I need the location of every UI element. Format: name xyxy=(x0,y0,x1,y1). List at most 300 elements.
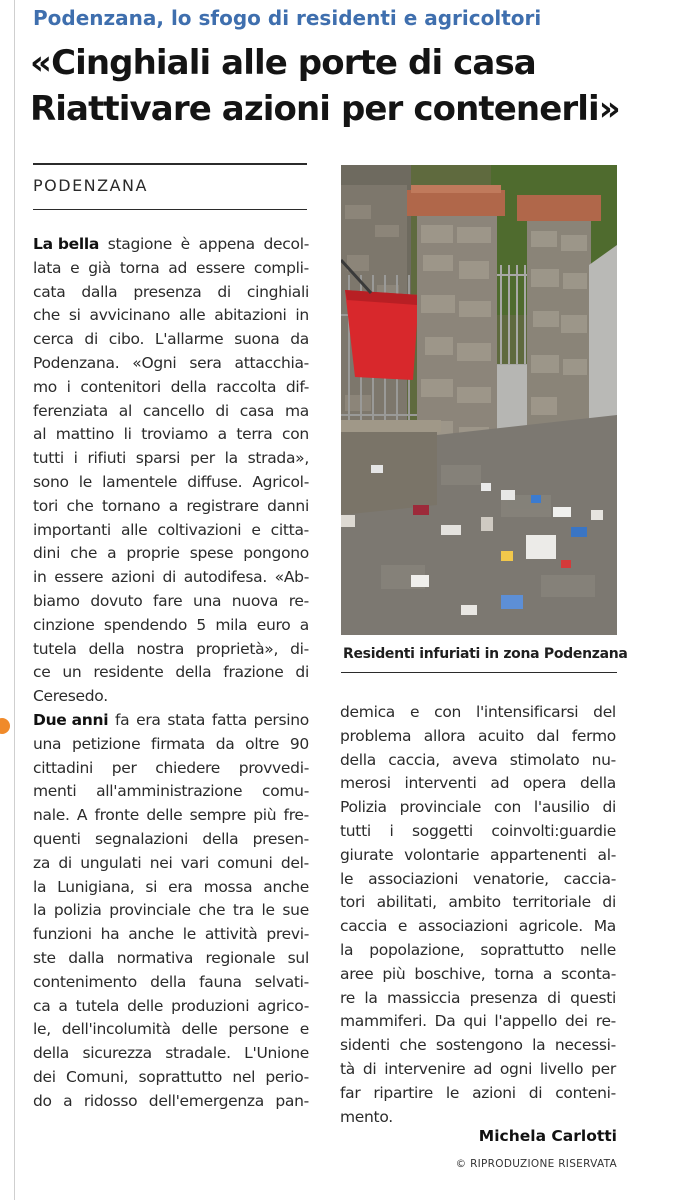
body-word: sparsi xyxy=(135,449,181,468)
body-word: cittadini xyxy=(33,758,94,777)
body-word: «Ab- xyxy=(274,568,309,587)
body-word: funzioni xyxy=(33,925,92,944)
body-line xyxy=(340,725,616,749)
body-word: presenza xyxy=(469,988,538,1007)
body-word: a xyxy=(107,544,117,563)
body-word: menti xyxy=(33,782,77,801)
body-word: a xyxy=(217,425,227,444)
body-word: massiccia xyxy=(387,988,461,1007)
body-word: le xyxy=(78,472,93,491)
body-word: fermo xyxy=(571,726,616,745)
body-line xyxy=(33,1018,309,1042)
body-word: mila xyxy=(215,615,248,634)
margin-rule xyxy=(14,0,15,1200)
body-word: del- xyxy=(280,853,309,872)
body-line xyxy=(33,233,309,257)
author-byline: Michela Carlotti xyxy=(478,1127,617,1145)
body-word: nu- xyxy=(591,750,616,769)
body-line xyxy=(33,876,309,900)
body-word: segnalazioni xyxy=(94,829,188,848)
body-word: e xyxy=(251,520,261,539)
body-word: cata xyxy=(33,282,66,301)
body-word: appartenenti xyxy=(490,845,587,864)
body-word: dell'emergenza xyxy=(148,1091,264,1110)
dateline-bottom-rule xyxy=(33,209,307,210)
body-word: mattino xyxy=(55,425,115,444)
body-line xyxy=(340,1058,616,1082)
body-word: nei xyxy=(149,853,173,872)
body-word: mento. xyxy=(340,1107,393,1126)
body-line xyxy=(33,471,309,495)
body-word: provvedi- xyxy=(238,758,309,777)
body-column-right xyxy=(340,701,616,1129)
body-word: provinciale xyxy=(399,798,482,817)
body-word: tutti xyxy=(33,449,64,468)
body-line xyxy=(33,447,309,471)
dateline-top-rule xyxy=(33,163,307,165)
body-word: e xyxy=(299,1020,309,1039)
body-word: già xyxy=(88,258,111,277)
body-word: coinvolti:guardie xyxy=(491,821,616,840)
body-word: in xyxy=(295,306,309,325)
body-line xyxy=(33,566,309,590)
body-word: soprattutto xyxy=(480,940,564,959)
body-word: della xyxy=(170,377,207,396)
body-line xyxy=(33,590,309,614)
body-word: presenza xyxy=(133,282,202,301)
body-word: qui xyxy=(463,1012,487,1031)
body-word: proprietà», xyxy=(196,639,279,658)
body-word: la xyxy=(532,1036,546,1055)
body-word: ste xyxy=(33,948,56,967)
body-word: ogni xyxy=(499,1059,533,1078)
body-word: comuni xyxy=(217,853,273,872)
body-word: strada», xyxy=(247,449,309,468)
body-word: nelle xyxy=(579,940,616,959)
body-word: per xyxy=(111,758,137,777)
body-word: la xyxy=(33,901,47,920)
body-word: della xyxy=(175,663,212,682)
body-word: caccia- xyxy=(563,869,616,888)
body-word: li xyxy=(123,425,132,444)
body-word: proprie xyxy=(126,544,180,563)
body-word: all'amministrazione xyxy=(96,782,243,801)
body-word: i xyxy=(66,377,71,396)
body-word: mo xyxy=(33,377,57,396)
body-word: a xyxy=(63,1091,73,1110)
caption-rule xyxy=(341,672,617,673)
body-word: pan- xyxy=(275,1091,309,1110)
body-word: perio- xyxy=(265,1067,309,1086)
body-word: e xyxy=(70,258,80,277)
body-word: re- xyxy=(595,1012,616,1031)
body-word: al xyxy=(33,425,47,444)
body-word: nel xyxy=(232,1067,256,1086)
body-word: della xyxy=(33,1044,69,1063)
body-word: ad xyxy=(473,1059,492,1078)
body-word: cinghiali xyxy=(246,282,309,301)
body-line xyxy=(340,1082,616,1106)
body-line xyxy=(33,947,309,971)
body-word: della xyxy=(579,774,616,793)
body-word: 5 xyxy=(196,615,206,634)
body-word: livello xyxy=(539,1059,584,1078)
body-line xyxy=(33,971,309,995)
body-word: L'Unione xyxy=(244,1044,309,1063)
body-word: sidenti xyxy=(340,1036,390,1055)
body-word: cancello xyxy=(142,401,205,420)
body-line xyxy=(340,796,616,820)
body-word: di- xyxy=(290,639,309,658)
body-word: spese xyxy=(189,544,234,563)
body-word: ripartire xyxy=(373,1083,433,1102)
body-word: casa xyxy=(239,401,275,420)
body-word: mossa xyxy=(203,877,253,896)
body-line xyxy=(33,352,309,376)
body-word: alle xyxy=(120,520,148,539)
body-word: mammiferi. xyxy=(340,1012,427,1031)
body-word: 90 xyxy=(289,734,309,753)
body-word: ridosso xyxy=(83,1091,138,1110)
body-word: caccia xyxy=(340,917,388,936)
body-word: stagione xyxy=(107,235,172,253)
body-word: e xyxy=(409,703,420,721)
body-word: di xyxy=(602,893,616,912)
edge-marker-dot xyxy=(0,718,10,734)
body-line xyxy=(340,844,616,868)
dateline: PODENZANA xyxy=(33,176,148,195)
body-word: interventi xyxy=(404,774,477,793)
body-word: più xyxy=(253,806,277,825)
body-word: selvati- xyxy=(254,972,309,991)
copyright-notice: © RIPRODUZIONE RISERVATA xyxy=(455,1158,617,1170)
body-word: dif- xyxy=(285,377,309,396)
body-line xyxy=(33,542,309,566)
body-word: fronte xyxy=(94,806,140,825)
body-line xyxy=(33,281,309,305)
body-word: dovuto xyxy=(90,591,143,610)
body-word: contenitori xyxy=(80,377,161,396)
body-word: ha xyxy=(100,925,120,944)
body-word: fare xyxy=(153,591,183,610)
body-word: frazione xyxy=(223,663,284,682)
body-word: territoriale xyxy=(512,893,591,912)
body-word: da xyxy=(290,330,309,349)
body-word: tori xyxy=(340,893,366,912)
body-word: rifiuti xyxy=(87,449,127,468)
body-word: le xyxy=(445,1083,460,1102)
body-line xyxy=(33,923,309,947)
headline-line-2: Riattivare azioni per contenerli» xyxy=(30,89,620,129)
body-word: comu- xyxy=(261,782,309,801)
body-word: nostra xyxy=(136,639,185,658)
body-word: tori xyxy=(33,496,59,515)
body-word: aree xyxy=(340,964,374,983)
body-word: anche xyxy=(263,877,309,896)
body-word: quenti xyxy=(33,829,81,848)
body-line xyxy=(33,828,309,852)
body-word: per xyxy=(189,449,215,468)
body-word: necessi- xyxy=(554,1036,616,1055)
body-line xyxy=(33,257,309,281)
body-word: azioni xyxy=(472,1083,516,1102)
body-word: di xyxy=(528,1083,543,1102)
body-word: torna xyxy=(494,964,534,983)
body-word: ambito xyxy=(448,893,501,912)
body-word: ungulati xyxy=(80,853,142,872)
body-word: sono xyxy=(33,472,69,491)
body-word: oltre xyxy=(245,734,280,753)
body-word: tornano xyxy=(102,496,161,515)
body-word: popolazione, xyxy=(369,940,465,959)
body-word: questi xyxy=(570,988,616,1007)
body-line xyxy=(33,1090,309,1114)
body-word: torna xyxy=(119,258,160,277)
body-word: i xyxy=(73,449,78,468)
body-word: con xyxy=(494,798,521,817)
body-word: i xyxy=(389,821,394,840)
body-line xyxy=(33,899,309,923)
paragraph-lead: Due anni xyxy=(33,710,109,729)
body-word: vari xyxy=(180,853,209,872)
body-word: le xyxy=(340,869,354,888)
body-word: che xyxy=(198,901,226,920)
headline-line-1: «Cinghiali alle porte di casa xyxy=(30,43,536,83)
body-word: registrare xyxy=(186,496,259,515)
body-line xyxy=(33,376,309,400)
body-word: persone xyxy=(228,1020,289,1039)
body-word: sicurezza xyxy=(82,1044,152,1063)
body-word: Da xyxy=(434,1012,456,1031)
body-word: più xyxy=(382,964,406,983)
body-word: ma xyxy=(284,401,309,420)
body-line xyxy=(33,1066,309,1090)
body-word: fauna xyxy=(199,972,242,991)
body-word: produzioni xyxy=(171,996,250,1015)
body-word: con xyxy=(282,425,309,444)
body-word: aveva xyxy=(452,750,498,769)
body-word: anche xyxy=(128,925,174,944)
body-word: tà xyxy=(340,1059,355,1078)
body-line xyxy=(33,709,309,733)
body-word: biamo xyxy=(33,591,80,610)
photo-caption: Residenti infuriati in zona Podenzana xyxy=(343,646,628,662)
body-word: intervenire xyxy=(384,1059,466,1078)
body-word: le xyxy=(182,925,196,944)
body-word: cerca xyxy=(33,330,74,349)
body-word: a xyxy=(299,615,309,634)
body-word: agricole. xyxy=(518,917,583,936)
body-word: con xyxy=(434,703,462,721)
body-word: spendendo xyxy=(103,615,188,634)
body-word: Ma xyxy=(593,917,616,936)
body-word: dell'incolumità xyxy=(61,1020,171,1039)
body-word: dei xyxy=(565,1012,588,1031)
body-word: tutela xyxy=(33,639,77,658)
body-word: di xyxy=(217,282,231,301)
body-word: sue xyxy=(282,901,309,920)
body-word: della xyxy=(202,829,239,848)
body-word: sempre xyxy=(189,806,246,825)
body-word: le xyxy=(261,901,275,920)
body-word: sostengono xyxy=(435,1036,523,1055)
body-word: a xyxy=(58,996,68,1015)
article-photo xyxy=(341,165,617,635)
body-word: l'appello xyxy=(494,1012,558,1031)
body-word: di xyxy=(602,798,616,817)
body-word: sul xyxy=(287,948,309,967)
body-word: Comuni, xyxy=(66,1067,129,1086)
body-word: polizia xyxy=(53,901,102,920)
body-word: venatorie, xyxy=(472,869,549,888)
body-word: ad xyxy=(168,258,188,277)
body-word: Polizia xyxy=(340,798,387,817)
body-word: in xyxy=(33,568,47,587)
body-line xyxy=(340,939,616,963)
body-word: allora xyxy=(423,726,466,745)
body-line xyxy=(340,701,616,725)
body-word: nale. xyxy=(33,806,70,825)
body-word: boschive, xyxy=(414,964,486,983)
body-line xyxy=(340,915,616,939)
body-word: dal xyxy=(536,726,560,745)
body-word: la xyxy=(340,940,354,959)
body-word: Lunigiana, xyxy=(57,877,135,896)
body-word: della xyxy=(150,972,187,991)
paragraph-lead: La bella xyxy=(33,235,100,253)
body-word: do xyxy=(33,1091,52,1110)
body-word: avvicinano xyxy=(89,306,171,325)
body-word: una xyxy=(192,591,222,610)
body-word: nuova xyxy=(231,591,279,610)
body-word: di xyxy=(162,568,176,587)
body-line xyxy=(33,804,309,828)
body-word: compli- xyxy=(253,258,309,277)
body-word: petizione xyxy=(71,734,141,753)
body-word: Agricol- xyxy=(252,472,309,491)
body-line xyxy=(340,1034,616,1058)
body-word: era xyxy=(168,877,193,896)
body-word: far xyxy=(340,1083,361,1102)
body-word: la xyxy=(33,877,47,896)
body-word: suona xyxy=(234,330,280,349)
body-word: residente xyxy=(93,663,164,682)
body-word: della xyxy=(88,639,125,658)
body-word: alle xyxy=(178,306,206,325)
body-word: caccia, xyxy=(388,750,440,769)
body-word: della xyxy=(340,750,376,769)
body-word: stata xyxy=(167,710,206,729)
body-word: dalla xyxy=(68,948,105,967)
body-line xyxy=(33,638,309,662)
body-word: l'ausilio xyxy=(533,798,590,817)
body-word: re- xyxy=(288,591,309,610)
body-word: soprattutto xyxy=(138,1067,223,1086)
body-word: al- xyxy=(597,845,616,864)
body-line xyxy=(340,1010,616,1034)
body-word: ad xyxy=(490,774,510,793)
body-word: per xyxy=(591,1059,616,1078)
body-word: attacchia- xyxy=(234,353,309,372)
body-word: attività xyxy=(204,925,258,944)
body-word: che xyxy=(70,544,98,563)
body-word: regionale xyxy=(205,948,276,967)
body-line xyxy=(33,495,309,519)
article-headline xyxy=(30,40,670,132)
body-word: al xyxy=(118,401,132,420)
body-word: Podenzana. xyxy=(33,353,120,372)
body-word: dini xyxy=(33,544,61,563)
body-word: delle xyxy=(181,1020,218,1039)
body-column-left xyxy=(33,233,309,1113)
body-word: presen- xyxy=(252,829,309,848)
body-word: agrico- xyxy=(257,996,309,1015)
body-word: chiedere xyxy=(155,758,221,777)
body-word: che xyxy=(399,1036,427,1055)
body-word: essere xyxy=(195,258,245,277)
body-word: danni xyxy=(267,496,309,515)
body-word: troviamo xyxy=(141,425,208,444)
body-word: ce xyxy=(33,663,51,682)
body-word: giurate xyxy=(340,845,394,864)
body-word: fa xyxy=(115,710,130,729)
body-word: associazioni xyxy=(418,917,508,936)
body-word: fre- xyxy=(283,806,309,825)
body-line xyxy=(33,852,309,876)
body-word: era xyxy=(136,710,161,729)
body-word: ca xyxy=(33,996,51,1015)
body-line xyxy=(33,1042,309,1066)
body-word: abilitati, xyxy=(376,893,437,912)
body-word: contenimento xyxy=(33,972,137,991)
body-word: firmata xyxy=(151,734,205,753)
body-word: delle xyxy=(146,806,183,825)
body-word: problema xyxy=(340,726,412,745)
body-word: conteni- xyxy=(555,1083,616,1102)
body-word: demica xyxy=(340,703,396,721)
body-word: cibo. xyxy=(108,330,145,349)
body-word: che xyxy=(33,306,60,325)
body-line xyxy=(340,987,616,1011)
body-word: a xyxy=(542,964,553,983)
body-word: si xyxy=(68,306,81,325)
body-line xyxy=(33,733,309,757)
body-line xyxy=(340,749,616,773)
body-word: appena xyxy=(198,235,255,253)
body-word: lamentele xyxy=(102,472,178,491)
body-word: pongono xyxy=(243,544,309,563)
body-word: di xyxy=(84,330,98,349)
body-word: previ- xyxy=(266,925,309,944)
body-word: Ceresedo. xyxy=(33,687,108,706)
body-word: za xyxy=(33,853,51,872)
body-word: normativa xyxy=(116,948,194,967)
body-word: provinciale xyxy=(109,901,191,920)
body-word: terra xyxy=(236,425,273,444)
body-word: stradale. xyxy=(165,1044,231,1063)
body-line xyxy=(340,891,616,915)
body-word: acuito xyxy=(478,726,524,745)
body-line xyxy=(33,423,309,447)
body-line xyxy=(33,780,309,804)
body-line xyxy=(33,304,309,328)
body-word: associazioni xyxy=(368,869,459,888)
body-word: di xyxy=(215,401,229,420)
body-line xyxy=(33,614,309,638)
body-word: autodifesa. xyxy=(183,568,267,587)
body-word: tutela xyxy=(75,996,120,1015)
body-word: che xyxy=(66,496,94,515)
